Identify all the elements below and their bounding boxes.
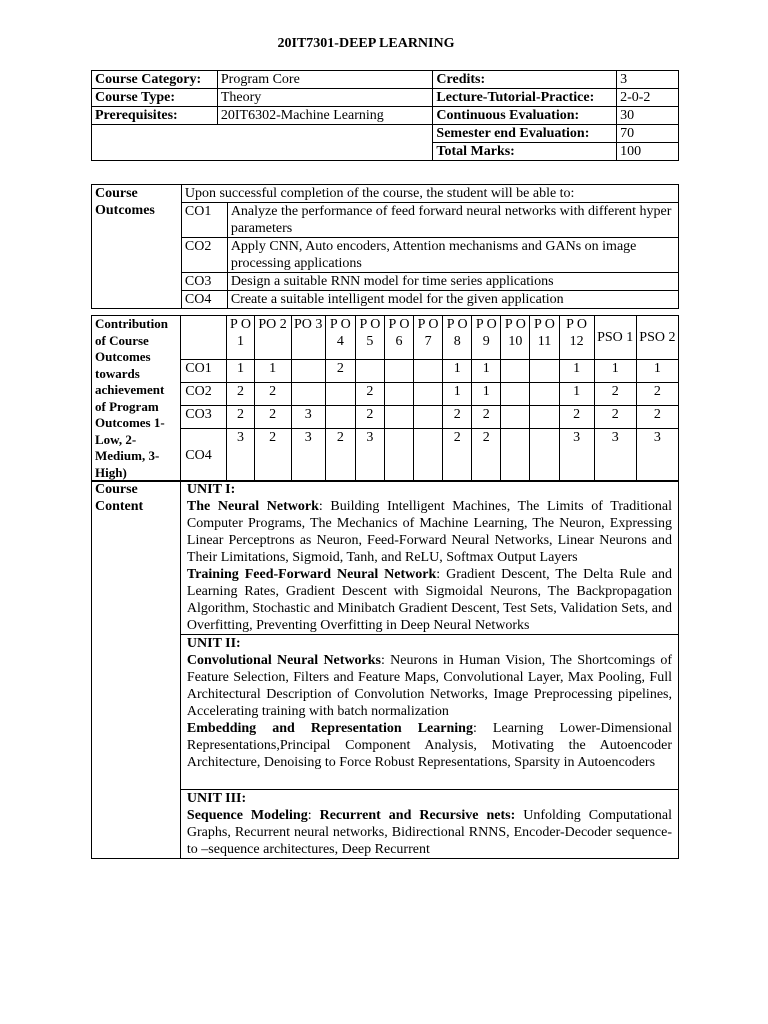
co-description: Apply CNN, Auto encoders, Attention mechanisms and GANs on image processing applications: [227, 238, 678, 273]
unit-1-paragraph-1: [187, 498, 672, 566]
mapping-cell: [384, 406, 413, 429]
mapping-cell: 2: [594, 406, 636, 429]
mapping-cell: 1: [443, 383, 472, 406]
credits-value: 3: [617, 71, 679, 89]
mapping-cell: 2: [636, 383, 678, 406]
unit-2-paragraph-2: [187, 720, 672, 771]
page-title: 20IT7301-DEEP LEARNING: [277, 36, 455, 51]
semester-end-eval-value: 70: [617, 125, 679, 143]
blank-cell: [92, 125, 433, 161]
mapping-cell: [291, 360, 325, 383]
mapping-cell: [530, 406, 559, 429]
mapping-cell: 2: [355, 406, 384, 429]
continuous-eval-value: 30: [617, 107, 679, 125]
course-info-table: [91, 70, 679, 161]
mapping-cell: 2: [227, 383, 254, 406]
co-code: CO3: [181, 273, 227, 291]
course-type-label: Course Type:: [92, 89, 218, 107]
mapping-cell: 1: [559, 360, 594, 383]
po-header: P O 11: [530, 316, 559, 360]
mapping-cell: 2: [227, 406, 254, 429]
ltp-label: Lecture-Tutorial-Practice:: [433, 89, 617, 107]
topic-heading: Embedding and Representation Learning: [186, 721, 473, 736]
topic-text: Unfolding Computational Graphs, Recurrent neural networks, Bidirectional RNNS, Encoder-Decoder sequence-to –sequence architectures, Deep Recurrent: [186, 808, 673, 857]
pso-header: PSO 1: [594, 316, 636, 360]
credits-label: Credits:: [433, 71, 617, 89]
unit-1-paragraph-2: [187, 566, 672, 634]
course-outcomes-intro: Upon successful completion of the course, the student will be able to:: [181, 185, 678, 203]
mapping-cell: [414, 383, 443, 406]
mapping-cell: 2: [559, 406, 594, 429]
po-header: P O 10: [501, 316, 530, 360]
po-header: P O 4: [325, 316, 355, 360]
mapping-cell: 2: [254, 383, 291, 406]
topic-heading: Convolutional Neural Networks: [186, 653, 381, 668]
mapping-cell: [414, 406, 443, 429]
blank-cell: [181, 316, 227, 360]
po-header: PO 3: [291, 316, 325, 360]
mapping-co-label: CO3: [181, 406, 227, 429]
mapping-cell: 2: [254, 429, 291, 482]
mapping-cell: 1: [227, 360, 254, 383]
mapping-cell: 1: [443, 360, 472, 383]
mapping-cell: 3: [291, 429, 325, 482]
mapping-cell: 3: [594, 429, 636, 482]
mapping-cell: [384, 429, 413, 482]
unit-1-heading: UNIT I:: [186, 482, 236, 497]
course-outcomes-label: Course Outcomes: [92, 185, 182, 309]
co-code: CO1: [181, 203, 227, 238]
prerequisites-value: 20IT6302-Machine Learning: [217, 107, 433, 125]
co-po-mapping-table: [91, 315, 679, 482]
mapping-cell: [501, 360, 530, 383]
po-header: P O 1: [227, 316, 254, 360]
mapping-cell: [325, 406, 355, 429]
topic-text: : Learning Lower-Dimensional Representations,Principal Component Analysis, Motivating the Autoencoder Architecture, Denoising to Force Robust Representations, Sparsity in Autoencoders: [186, 721, 673, 770]
mapping-cell: [384, 360, 413, 383]
topic-heading: Recurrent and Recursive nets:: [319, 808, 516, 823]
mapping-cell: 1: [594, 360, 636, 383]
mapping-cell: [501, 406, 530, 429]
topic-heading: Sequence Modeling: [186, 808, 308, 823]
po-header: P O 5: [355, 316, 384, 360]
mapping-cell: 3: [559, 429, 594, 482]
mapping-cell: 2: [472, 406, 501, 429]
topic-text: : Neurons in Human Vision, The Shortcomings of Feature Selection, Filters and Feature Maps, Convolutional Layer, Max Pooling, Full Architectural Description of Convolution Networks, Image Preprocessing pipelines, Accelerating training with batch normalization: [186, 653, 672, 719]
unit-2-heading: UNIT II:: [186, 636, 241, 651]
po-header: P O 9: [472, 316, 501, 360]
mapping-co-label: CO4: [181, 429, 227, 482]
topic-text: : Gradient Descent, The Delta Rule and Learning Rates, Gradient Descent with Sigmoidal Neurons, The Backpropagation Algorithm, Stochastic and Minibatch Gradient Descent, Test Sets, Validation Sets, and Overfitting, Preventing Overfitting in Deep Neural Networks: [186, 567, 672, 633]
unit-2-block: [180, 635, 678, 790]
mapping-cell: 3: [636, 429, 678, 482]
ltp-value: 2-0-2: [617, 89, 679, 107]
mapping-cell: 3: [291, 406, 325, 429]
po-header: P O 6: [384, 316, 413, 360]
course-content-label: Course Content: [92, 481, 181, 859]
mapping-cell: [414, 360, 443, 383]
mapping-cell: 3: [355, 429, 384, 482]
topic-heading: Training Feed-Forward Neural Network: [186, 567, 437, 582]
course-category-value: Program Core: [217, 71, 433, 89]
prerequisites-label: Prerequisites:: [92, 107, 218, 125]
topic-heading: The Neural Network: [186, 499, 319, 514]
semester-end-eval-label: Semester end Evaluation:: [433, 125, 617, 143]
course-outcomes-table: [91, 184, 679, 309]
po-header: P O 8: [443, 316, 472, 360]
po-header: P O 12: [559, 316, 594, 360]
mapping-co-label: CO2: [181, 383, 227, 406]
mapping-cell: 2: [443, 406, 472, 429]
co-code: CO2: [181, 238, 227, 273]
mapping-cell: 1: [559, 383, 594, 406]
mapping-cell: 1: [472, 383, 501, 406]
po-header: PO 2: [254, 316, 291, 360]
topic-separator: :: [307, 808, 320, 823]
mapping-cell: 2: [594, 383, 636, 406]
mapping-cell: 2: [443, 429, 472, 482]
unit-1-block: [180, 481, 678, 635]
total-marks-value: 100: [617, 143, 679, 161]
mapping-cell: 2: [472, 429, 501, 482]
co-description: Create a suitable intelligent model for the given application: [227, 291, 678, 309]
mapping-cell: [501, 383, 530, 406]
mapping-cell: [414, 429, 443, 482]
course-type-value: Theory: [217, 89, 433, 107]
co-description: Analyze the performance of feed forward neural networks with different hyper parameters: [227, 203, 678, 238]
mapping-co-label: CO1: [181, 360, 227, 383]
mapping-cell: 2: [325, 429, 355, 482]
topic-text: : Building Intelligent Machines, The Limits of Traditional Computer Programs, The Mechanics of Machine Learning, The Neuron, Expressing Linear Perceptrons as Neuron, Feed-Forward Neural Networks, Linear Neurons and Their Limitations, Sigmoid, Tanh, and ReLU, Softmax Output Layers: [186, 499, 672, 565]
co-code: CO4: [181, 291, 227, 309]
unit-3-block: [180, 790, 678, 859]
mapping-cell: [501, 429, 530, 482]
mapping-cell: 2: [636, 406, 678, 429]
mapping-cell: 2: [254, 406, 291, 429]
total-marks-label: Total Marks:: [433, 143, 617, 161]
mapping-cell: [291, 383, 325, 406]
po-header: P O 7: [414, 316, 443, 360]
mapping-cell: 2: [325, 360, 355, 383]
mapping-cell: 2: [355, 383, 384, 406]
mapping-cell: [530, 360, 559, 383]
co-description: Design a suitable RNN model for time series applications: [227, 273, 678, 291]
mapping-cell: [530, 383, 559, 406]
mapping-cell: 1: [636, 360, 678, 383]
mapping-cell: 1: [254, 360, 291, 383]
mapping-cell: [530, 429, 559, 482]
pso-header: PSO 2: [636, 316, 678, 360]
mapping-cell: [325, 383, 355, 406]
mapping-cell: 3: [227, 429, 254, 482]
course-content-table: [91, 480, 679, 859]
mapping-cell: 1: [472, 360, 501, 383]
course-category-label: Course Category:: [92, 71, 218, 89]
unit-2-paragraph-1: [187, 652, 672, 720]
unit-3-heading: UNIT III:: [186, 791, 247, 806]
unit-3-paragraph-1: [187, 807, 672, 858]
continuous-eval-label: Continuous Evaluation:: [433, 107, 617, 125]
mapping-cell: [355, 360, 384, 383]
mapping-cell: [384, 383, 413, 406]
mapping-label: Contribution of Course Outcomes towards achievement of Program Outcomes 1-Low, 2-Medium, 3-High): [92, 316, 181, 482]
